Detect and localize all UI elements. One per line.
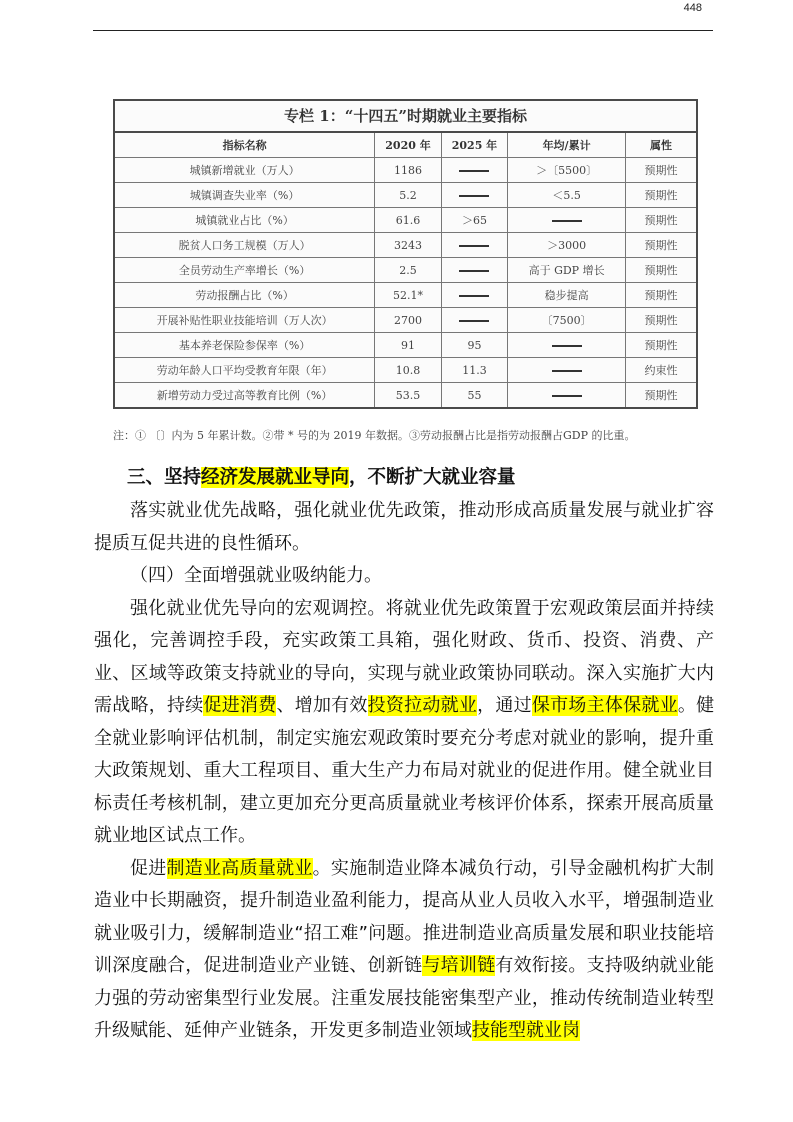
cell-attr: 预期性 [625, 208, 696, 233]
dash-mark [552, 370, 582, 372]
cell-2020: 5.2 [375, 183, 441, 208]
cell-2025 [441, 158, 507, 183]
cell-avg [508, 358, 626, 383]
dash-mark [552, 220, 582, 222]
table-row [115, 258, 696, 283]
paragraph-subheading: （四）全面增强就业吸纳能力。 [130, 565, 382, 586]
cell-attr: 预期性 [625, 333, 696, 358]
heading-highlight: 经济发展就业导向 [201, 467, 350, 488]
table-row [115, 158, 696, 183]
indicator-table [115, 133, 696, 407]
cell-2025 [441, 308, 507, 333]
dash-mark [459, 245, 489, 247]
cell-2025: ＞65 [441, 208, 507, 233]
cell-name: 劳动年龄人口平均受教育年限（年） [115, 358, 375, 383]
text-run: ，通过 [477, 695, 532, 716]
body-text [94, 495, 714, 1048]
cell-avg: ＜5.5 [508, 183, 626, 208]
table-row [115, 208, 696, 233]
cell-2025: 11.3 [441, 358, 507, 383]
cell-name: 基本养老保险参保率（%） [115, 333, 375, 358]
dash-mark [459, 170, 489, 172]
table-row [115, 358, 696, 383]
cell-2020: 91 [375, 333, 441, 358]
cell-avg: 〔7500〕 [508, 308, 626, 333]
cell-2025 [441, 233, 507, 258]
cell-name: 新增劳动力受过高等教育比例（%） [115, 383, 375, 408]
table-title: 专栏 1：“十四五”时期就业主要指标 [115, 101, 696, 133]
header-rule [93, 30, 713, 31]
text-run: 、增加有效 [276, 695, 368, 716]
cell-2025 [441, 283, 507, 308]
cell-name: 城镇调查失业率（%） [115, 183, 375, 208]
dash-mark [459, 295, 489, 297]
cell-avg [508, 383, 626, 408]
cell-name: 全员劳动生产率增长（%） [115, 258, 375, 283]
cell-2025: 55 [441, 383, 507, 408]
indicator-table-box [113, 99, 698, 409]
header-cell-2025: 2025 年 [441, 133, 507, 158]
cell-attr: 预期性 [625, 158, 696, 183]
cell-attr: 预期性 [625, 383, 696, 408]
dash-mark [459, 320, 489, 322]
page-number: 448 [683, 2, 702, 14]
cell-avg [508, 333, 626, 358]
cell-attr: 约束性 [625, 358, 696, 383]
section-heading [127, 463, 516, 489]
header-cell-attr: 属性 [625, 133, 696, 158]
cell-avg [508, 208, 626, 233]
cell-avg: 稳步提高 [508, 283, 626, 308]
cell-attr: 预期性 [625, 183, 696, 208]
highlight-training-chain: 与培训链 [422, 955, 496, 976]
cell-attr: 预期性 [625, 283, 696, 308]
cell-name: 开展补贴性职业技能培训（万人次） [115, 308, 375, 333]
dash-mark [552, 345, 582, 347]
cell-2020: 53.5 [375, 383, 441, 408]
table-row [115, 233, 696, 258]
table-note: 注：① 〔〕内为 5 年累计数。②带 * 号的为 2019 年数据。③劳动报酬占比是指劳动报酬占GDP 的比重。 [113, 429, 636, 442]
cell-2020: 1186 [375, 158, 441, 183]
highlight-market-entities: 保市场主体保就业 [531, 695, 678, 716]
text-run: 有效衔接。支持吸纳就业能力强的劳动密集型行业发展。注重发展技能密集型产业，推动传统制造业转型升级赋能、延伸产业链条，开发更多制造业领域 [94, 955, 715, 1041]
text-run: 强化就业优先导向的宏观调控。将就业优先政策置于宏观政策层面并持续强化，完善调控手段，充实政策工具箱，强化财政、货币、投资、消费、产业、区域等政策支持就业的导向，实现与就业政策协同联动。深入实施扩大内需战略，持续 [94, 597, 714, 716]
cell-name: 劳动报酬占比（%） [115, 283, 375, 308]
cell-2025 [441, 258, 507, 283]
highlight-skilled-jobs: 技能型就业岗 [472, 1020, 580, 1041]
cell-avg: 高于 GDP 增长 [508, 258, 626, 283]
cell-2025 [441, 183, 507, 208]
cell-2020: 2.5 [375, 258, 441, 283]
text-run: 。实施制造业降本减负行动，引导金融机构扩大制造业中长期融资，提升制造业盈利能力，提高从业人员收入水平，增强制造业就业吸引力，缓解制造业“招工难”问题。推进制造业高质量发展和职业技能培训深度融合，促进制造业产业链、创新链 [94, 857, 715, 976]
table-row [115, 283, 696, 308]
text-run: 促进 [130, 857, 167, 879]
cell-name: 城镇就业占比（%） [115, 208, 375, 233]
cell-avg: ＞〔5500〕 [508, 158, 626, 183]
cell-attr: 预期性 [625, 258, 696, 283]
dash-mark [459, 270, 489, 272]
cell-name: 城镇新增就业（万人） [115, 158, 375, 183]
dash-mark [459, 195, 489, 197]
cell-attr: 预期性 [625, 308, 696, 333]
cell-avg: ＞3000 [508, 233, 626, 258]
header-cell-name: 指标名称 [115, 133, 375, 158]
header-cell-2020: 2020 年 [375, 133, 441, 158]
cell-2020: 2700 [375, 308, 441, 333]
paragraph-manufacturing [94, 853, 714, 1048]
dash-mark [552, 395, 582, 397]
heading-prefix: 三、坚持 [127, 467, 202, 488]
cell-name: 脱贫人口务工规模（万人） [115, 233, 375, 258]
cell-2020: 52.1* [375, 283, 441, 308]
text-run: 。健全就业影响评估机制，制定实施宏观政策时要充分考虑对就业的影响，提升重大政策规划、重大工程项目、重大生产力布局对就业的促进作用。健全就业目标责任考核机制，建立更加充分更高质量就业考核评价体系，探索开展高质量就业地区试点工作。 [94, 695, 715, 846]
cell-attr: 预期性 [625, 233, 696, 258]
cell-2020: 3243 [375, 233, 441, 258]
paragraph-intro: 落实就业优先战略，强化就业优先政策，推动形成高质量发展与就业扩容提质互促共进的良性循环。 [94, 500, 714, 554]
cell-2020: 10.8 [375, 358, 441, 383]
table-row [115, 333, 696, 358]
highlight-consumption: 促进消费 [203, 695, 277, 716]
table-row [115, 308, 696, 333]
cell-2020: 61.6 [375, 208, 441, 233]
table-header-row [115, 133, 696, 158]
highlight-investment: 投资拉动就业 [367, 695, 478, 716]
cell-2025: 95 [441, 333, 507, 358]
paragraph-macro-control [94, 593, 714, 853]
table-row [115, 383, 696, 408]
table-row [115, 183, 696, 208]
header-cell-avg: 年均/累计 [508, 133, 626, 158]
highlight-manufacturing: 制造业高质量就业 [166, 857, 313, 879]
heading-suffix: ，不断扩大就业容量 [349, 467, 516, 488]
